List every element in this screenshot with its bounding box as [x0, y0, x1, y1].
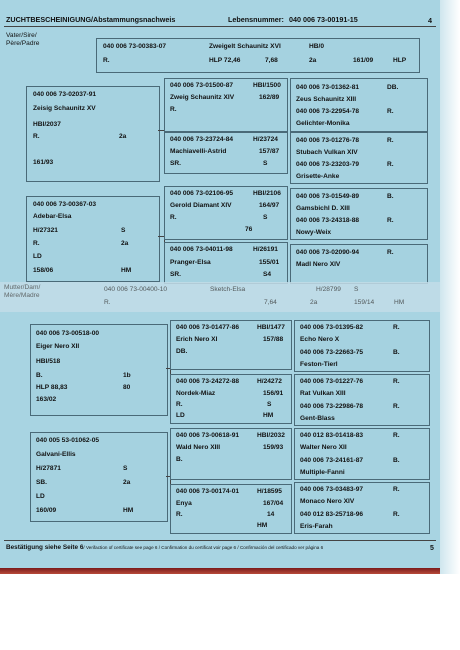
sds-v: 76: [245, 226, 253, 233]
page-number-top: 4: [428, 16, 432, 25]
sdd-date: 155/01: [259, 259, 280, 266]
sds-s: S: [263, 214, 268, 221]
g4-sire-box-2: [290, 132, 428, 184]
dam-hb: H/28799: [316, 286, 341, 293]
ssd-name: Machiavelli-Astrid: [170, 148, 227, 155]
dsd-ld: LD: [176, 412, 185, 419]
g4-number: 040 012 83-01418-83: [300, 432, 364, 439]
ss-name: Zeisig Schaunitz XV: [33, 105, 96, 112]
g4-tag: DB.: [387, 84, 399, 91]
dd-hb: H/27871: [36, 465, 61, 472]
g4-sire-box-3: [290, 188, 428, 240]
g4-number: 040 006 73-03483-97: [300, 486, 364, 493]
dam-tag: HM: [394, 299, 405, 306]
sdd-box: [164, 242, 288, 284]
g4-dam-box-4: [294, 482, 430, 534]
dam-name: Sketch-Elsa: [210, 286, 246, 293]
dd-s: S: [123, 465, 128, 472]
sire-dam-box: [26, 196, 160, 282]
sire-tag: HLP: [393, 57, 407, 64]
ssd-date: 157/87: [259, 148, 280, 155]
ds-date: 163/02: [36, 396, 57, 403]
sire-name: Zweigelt Schaunitz XVI: [209, 43, 281, 50]
footer-divider: [4, 540, 436, 541]
dam-v2: 2a: [310, 299, 318, 306]
ddd-date: 167/04: [263, 500, 284, 507]
dss-name: Erich Nero XI: [176, 336, 218, 343]
g4-name: Gelichter-Monika: [296, 120, 350, 127]
g4-tag: R.: [393, 378, 400, 385]
ssd-number: 040 006 73-23724-84: [170, 136, 234, 143]
g4-number: 040 006 73-22663-75: [300, 349, 364, 356]
dds-box: [170, 428, 292, 480]
sire-label-2: Père/Padre: [6, 40, 40, 47]
sire-v2: 2a: [309, 57, 317, 64]
g4-name: Stubach Vulkan XIV: [296, 149, 358, 156]
sd-number: 040 006 73-00367-03: [33, 201, 97, 208]
ss-r: R.: [33, 133, 40, 140]
dss-db: DB.: [176, 348, 188, 355]
sire-hlp: HLP 72,46: [209, 57, 241, 64]
g4-name: Zeus Schaunitz XIII: [296, 96, 357, 103]
g4-name: Gent-Blass: [300, 415, 335, 422]
ddd-hb: H/18595: [257, 488, 282, 495]
ddd-v: 14: [267, 511, 275, 518]
g4-tag: R.: [393, 324, 400, 331]
g4-number: 040 006 73-22986-78: [300, 403, 364, 410]
g4-dam-box-2: [294, 374, 430, 426]
g4-number: 040 006 73-24318-88: [296, 217, 360, 224]
g4-tag: R.: [387, 137, 394, 144]
ddd-hm: HM: [257, 522, 268, 529]
g4-number: 040 006 73-02090-94: [296, 249, 360, 256]
ss-cls: 2a: [119, 133, 127, 140]
dsd-name: Nordek-Miaz: [176, 390, 216, 397]
g4-number: 040 006 73-01227-76: [300, 378, 364, 385]
sire-sire-box: [26, 86, 160, 182]
sdd-s: S4: [263, 271, 272, 278]
dam-date: 159/14: [354, 299, 375, 306]
ddd-box: [170, 484, 292, 534]
dsd-hb: H/24272: [257, 378, 282, 385]
sss-r: R.: [170, 106, 177, 113]
sss-hb: HBI/1500: [253, 82, 281, 89]
g4-tag: R.: [387, 161, 394, 168]
dd-name: Galvani-Ellis: [36, 451, 76, 458]
g4-tag: R.: [393, 403, 400, 410]
sds-hb: HBI/2106: [253, 190, 281, 197]
ssd-hb: H/23724: [253, 136, 278, 143]
page-margin: [440, 0, 460, 574]
document-title: ZUCHTBESCHEINIGUNG/Abstammungsnachweis: [6, 15, 176, 24]
g4-number: 040 006 73-01395-82: [300, 324, 364, 331]
sire-v1: 7,68: [265, 57, 278, 64]
sd-s: S: [121, 227, 126, 234]
footer-bold: Bestätigung siehe Seite 6: [6, 544, 84, 551]
dss-date: 157/88: [263, 336, 284, 343]
ds-b: B.: [36, 372, 43, 379]
dam-label-2: Mère/Madre: [4, 292, 40, 299]
g4-name: Monaco Nero XIV: [300, 498, 355, 505]
ds-v: 80: [123, 384, 131, 391]
dam-s: S: [354, 286, 359, 293]
sdd-hb: H/26191: [253, 246, 278, 253]
page-edge: [0, 568, 460, 574]
dds-name: Wald Nero XIII: [176, 444, 221, 451]
dam-r: R.: [104, 299, 111, 306]
dam-dam-box: [30, 432, 168, 522]
dam-strip: [0, 282, 440, 312]
g4-tag: R.: [387, 217, 394, 224]
sire-number: 040 006 73-00383-07: [103, 43, 167, 50]
g4-name: Feston-Tierl: [300, 361, 338, 368]
dd-cls: 2a: [123, 479, 131, 486]
g4-tag: R.: [387, 108, 394, 115]
ssd-s: S: [263, 160, 268, 167]
g4-dam-box-1: [294, 320, 430, 372]
g4-name: Multiple-Fanni: [300, 469, 345, 476]
sd-r: R.: [33, 240, 40, 247]
g4-number: 040 006 73-23203-79: [296, 161, 360, 168]
dd-number: 040 005 53-01062-05: [36, 437, 100, 444]
sss-box: [164, 78, 288, 132]
ss-date: 161/93: [33, 159, 54, 166]
footer-rest: / Verifaction of certificate see page 6 / Confirmation du certificat voir page 6 / Confirmación del certificado ver página 6: [83, 545, 324, 550]
g4-number: 040 006 73-22954-78: [296, 108, 360, 115]
ddd-r: R.: [176, 511, 183, 518]
ds-cls: 1b: [123, 372, 131, 379]
sd-date: 158/06: [33, 267, 54, 274]
sss-date: 162/89: [259, 94, 280, 101]
ds-hlp: HLP 88,83: [36, 384, 68, 391]
g4-tag: R.: [387, 249, 394, 256]
sss-number: 040 006 73-01500-87: [170, 82, 234, 89]
g4-number: 040 006 73-01276-78: [296, 137, 360, 144]
dds-number: 040 006 73-00618-91: [176, 432, 240, 439]
g4-tag: B.: [393, 457, 400, 464]
g4-name: Madl Nero XIV: [296, 261, 341, 268]
sire-label-1: Vater/Sire/: [6, 32, 37, 39]
ss-hb: HBI/2037: [33, 121, 61, 128]
g4-tag: B.: [393, 349, 400, 356]
dds-b: B.: [176, 456, 183, 463]
sire-date: 161/09: [353, 57, 374, 64]
g4-sire-box-1: [290, 78, 428, 132]
g4-tag: R.: [393, 486, 400, 493]
g4-sire-box-4: [290, 244, 428, 284]
life-number: 040 006 73-00191-15: [289, 15, 358, 24]
dd-date: 160/09: [36, 507, 57, 514]
g4-name: Eris-Farah: [300, 523, 333, 530]
sds-name: Gerold Diamant XIV: [170, 202, 232, 209]
sds-date: 164/97: [259, 202, 280, 209]
ddd-name: Enya: [176, 500, 192, 507]
sd-ld: LD: [33, 253, 42, 260]
g4-name: Gamsbichl D. XIII: [296, 205, 350, 212]
dsd-box: [170, 374, 292, 424]
sdd-sr: SR.: [170, 271, 181, 278]
sdd-name: Pranger-Elsa: [170, 259, 211, 266]
sss-name: Zweig Schaunitz XIV: [170, 94, 235, 101]
dam-number: 040 006 73-00400-10: [104, 286, 168, 293]
dd-sb: SB.: [36, 479, 47, 486]
sdd-number: 040 006 73-04011-98: [170, 246, 233, 253]
sds-box: [164, 186, 288, 240]
g4-tag: R.: [393, 511, 400, 518]
sire-hb: HB/0: [309, 43, 325, 50]
dsd-r: R.: [176, 401, 183, 408]
sds-number: 040 006 73-02106-95: [170, 190, 234, 197]
ds-name: Eiger Nero XII: [36, 343, 80, 350]
dd-ld: LD: [36, 493, 45, 500]
sire-r: R.: [103, 57, 110, 64]
g4-name: Rat Vulkan XIII: [300, 390, 346, 397]
header-divider: [4, 26, 436, 27]
dsd-hm: HM: [263, 412, 274, 419]
ds-number: 040 006 73-00518-00: [36, 330, 100, 337]
g4-number: 040 006 73-01549-89: [296, 193, 360, 200]
g4-name: Echo Nero X: [300, 336, 340, 343]
dss-number: 040 006 73-01477-86: [176, 324, 240, 331]
dds-hb: HBI/2032: [257, 432, 285, 439]
g4-number: 040 006 73-01362-81: [296, 84, 360, 91]
life-number-label: Lebensnummer:: [228, 15, 284, 24]
ss-number: 040 006 73-02037-91: [33, 91, 97, 98]
dam-v1: 7,64: [264, 299, 277, 306]
sd-hm: HM: [121, 267, 132, 274]
dsd-s: S: [267, 401, 272, 408]
g4-number: 040 006 73-24161-87: [300, 457, 364, 464]
dss-box: [170, 320, 292, 370]
dss-hb: HBI/1477: [257, 324, 285, 331]
g4-name: Walter Nero XII: [300, 444, 347, 451]
sd-cls: 2a: [121, 240, 129, 247]
sd-name: Adebar-Elsa: [33, 213, 72, 220]
g4-tag: R.: [393, 432, 400, 439]
ssd-box: [164, 132, 288, 174]
g4-tag: B.: [387, 193, 394, 200]
g4-name: Nowy-Weix: [296, 229, 332, 236]
ssd-sr: SR.: [170, 160, 181, 167]
g4-name: Grisette-Anke: [296, 173, 340, 180]
dam-sire-box: [30, 324, 168, 416]
dam-label-1: Mutter/Dam/: [4, 284, 41, 291]
page-number-bottom: 5: [430, 545, 434, 552]
dd-hm: HM: [123, 507, 134, 514]
ddd-number: 040 006 73-00174-01: [176, 488, 240, 495]
sds-r: R.: [170, 214, 177, 221]
g4-number: 040 012 83-25718-96: [300, 511, 364, 518]
footer-confirmation: [6, 544, 323, 552]
g4-dam-box-3: [294, 428, 430, 480]
sire-box: [96, 38, 420, 73]
sd-hb: H/27321: [33, 227, 58, 234]
dds-date: 159/93: [263, 444, 284, 451]
dsd-date: 156/91: [263, 390, 284, 397]
dsd-number: 040 006 73-24272-88: [176, 378, 240, 385]
ds-hb: HBI/518: [36, 358, 61, 365]
